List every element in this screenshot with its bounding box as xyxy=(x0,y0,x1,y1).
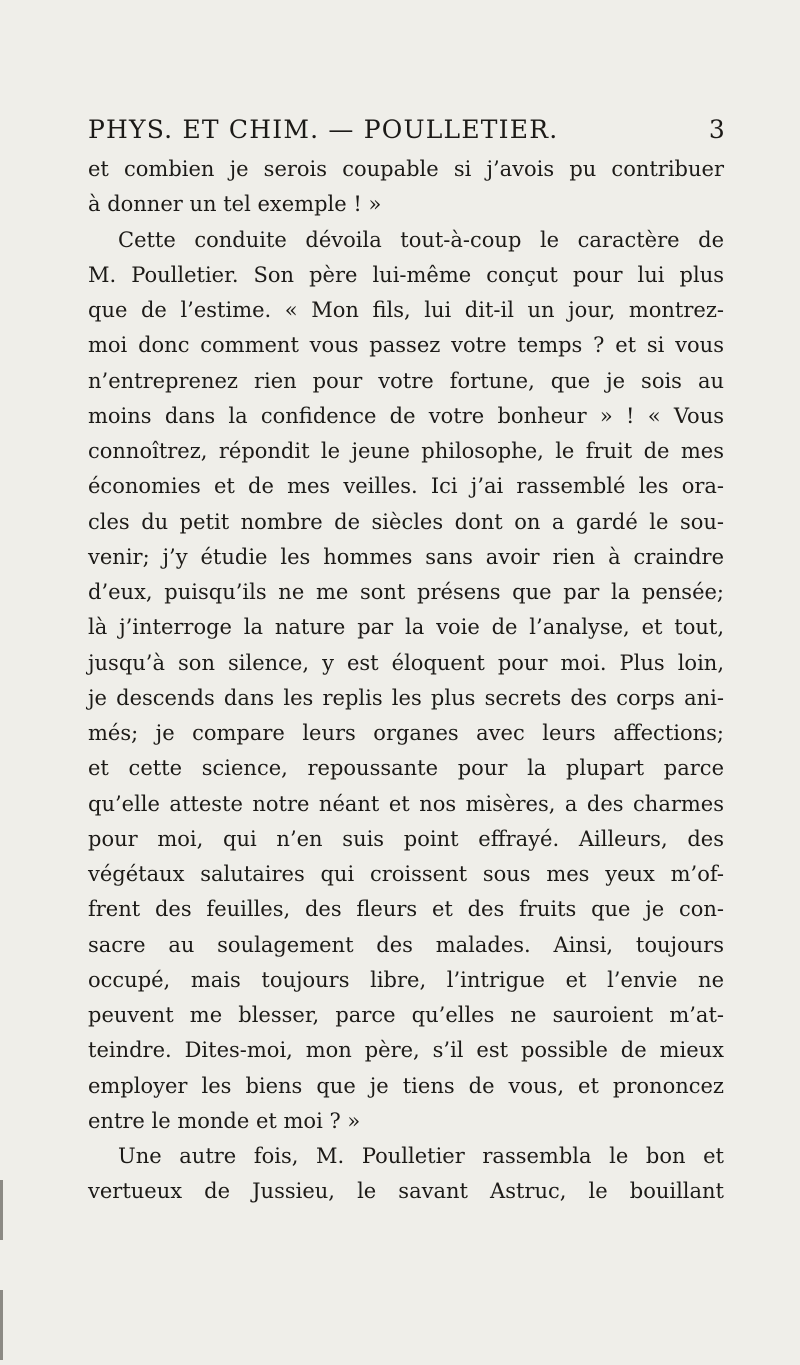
text-line: sacre au soulagement des malades. Ainsi, toujours xyxy=(88,932,724,957)
running-title: PHYS. ET CHIM. — POULLETIER. xyxy=(88,115,559,144)
text-line: frent des feuilles, des fleurs et des fruits que je con- xyxy=(88,897,724,922)
page-edge-mark xyxy=(0,1290,3,1360)
text-line: à donner un tel exemple ! » xyxy=(88,192,382,217)
text-line: là j’interroge la nature par la voie de l’analyse, et tout, xyxy=(88,615,724,640)
text-line: teindre. Dites-moi, mon père, s’il est possible de mieux xyxy=(88,1038,724,1063)
text-line: peuvent me blesser, parce qu’elles ne sauroient m’at- xyxy=(88,1003,724,1027)
text-line: et cette science, repoussante pour la plupart parce xyxy=(88,756,724,781)
text-line: pour moi, qui n’en suis point effrayé. Ailleurs, des xyxy=(88,826,724,851)
text-line: économies et de mes veilles. Ici j’ai rassemblé les ora- xyxy=(88,474,724,499)
text-line: entre le monde et moi ? » xyxy=(88,1108,361,1133)
text-line: Cette conduite dévoila tout-à-coup le caractère de xyxy=(118,227,724,252)
text-line: que de l’estime. « Mon fils, lui dit-il un jour, montrez- xyxy=(88,298,724,322)
text-line: d’eux, puisqu’ils ne me sont présens que par la pensée; xyxy=(88,580,724,604)
text-line: moins dans la confidence de votre bonheur » ! « Vous xyxy=(88,403,724,428)
text-line: employer les biens que je tiens de vous, et prononcez xyxy=(88,1073,724,1098)
text-line: moi donc comment vous passez votre temps ? et si vous xyxy=(88,333,724,358)
body-text xyxy=(88,152,724,1210)
text-line: et combien je serois coupable si j’avois pu contribuer xyxy=(88,157,724,181)
text-line: végétaux salutaires qui croissent sous mes yeux m’of- xyxy=(88,862,724,886)
text-line: connoîtrez, répondit le jeune philosophe, le fruit de mes xyxy=(88,439,724,463)
text-line: vertueux de Jussieu, le savant Astruc, le bouillant xyxy=(88,1179,724,1204)
text-line: cles du petit nombre de siècles dont on a gardé le sou- xyxy=(88,509,724,534)
text-line: occupé, mais toujours libre, l’intrigue et l’envie ne xyxy=(88,967,724,992)
page-number: 3 xyxy=(708,115,726,144)
text-line: més; je compare leurs organes avec leurs affections; xyxy=(88,721,724,745)
running-head xyxy=(88,115,726,151)
text-line: je descends dans les replis les plus secrets des corps ani- xyxy=(88,685,724,710)
page-edge-mark xyxy=(0,1180,3,1240)
text-line: Une autre fois, M. Poulletier rassembla le bon et xyxy=(118,1144,724,1168)
text-line: M. Poulletier. Son père lui-même conçut pour lui plus xyxy=(88,262,724,287)
text-line: n’entreprenez rien pour votre fortune, que je sois au xyxy=(88,368,724,393)
text-line: venir; j’y étudie les hommes sans avoir rien à craindre xyxy=(88,544,724,569)
text-line: qu’elle atteste notre néant et nos misères, a des charmes xyxy=(88,791,724,816)
text-line: jusqu’à son silence, y est éloquent pour moi. Plus loin, xyxy=(88,650,724,675)
